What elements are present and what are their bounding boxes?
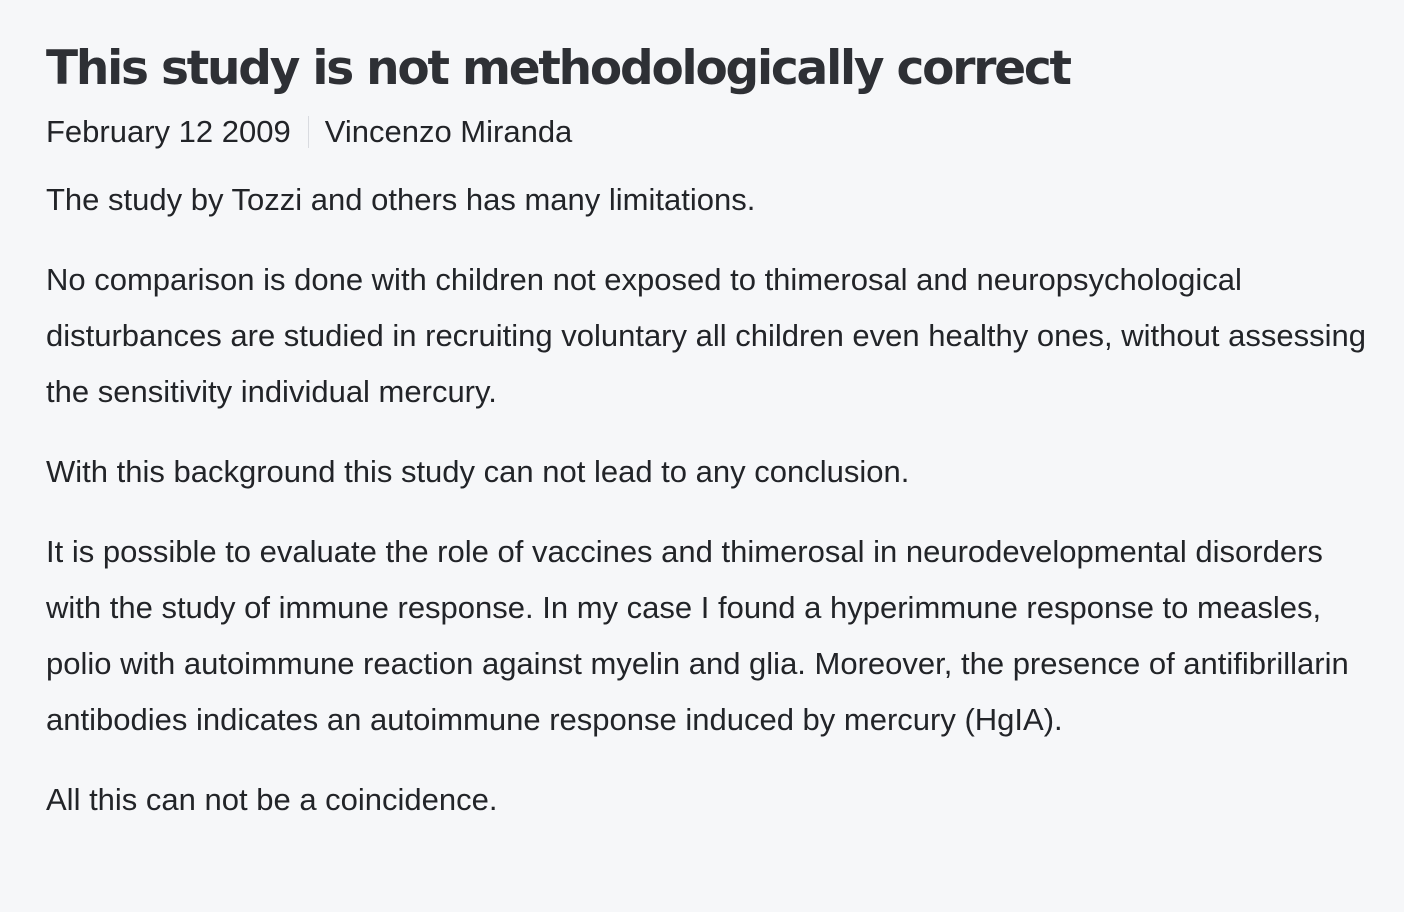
comment-body	[46, 172, 1376, 828]
comment-date: February 12 2009	[46, 114, 291, 149]
comment-meta	[46, 110, 1376, 154]
comment-author: Vincenzo Miranda	[324, 114, 573, 149]
comment-paragraph: All this can not be a coincidence.	[46, 782, 498, 817]
meta-divider	[308, 116, 309, 148]
comment-paragraph: No comparison is done with children not exposed to thimerosal and neuropsychological disturbances are studied in recruiting voluntary all children even healthy ones, without assessing the sensitivity individual mercury.	[46, 262, 1366, 409]
comment-paragraph: The study by Tozzi and others has many limitations.	[46, 182, 756, 217]
comment-paragraph: With this background this study can not lead to any conclusion.	[46, 454, 910, 489]
comment-article	[46, 36, 1376, 828]
comment-title: This study is not methodologically correct	[46, 41, 1070, 96]
comment-paragraph: It is possible to evaluate the role of vaccines and thimerosal in neurodevelopmental disorders with the study of immune response. In my case I found a hyperimmune response to measles, polio with autoimmune reaction against myelin and glia. Moreover, the presence of antifibrillarin antibodies indicates an autoimmune response induced by mercury (HgIA).	[46, 534, 1349, 737]
